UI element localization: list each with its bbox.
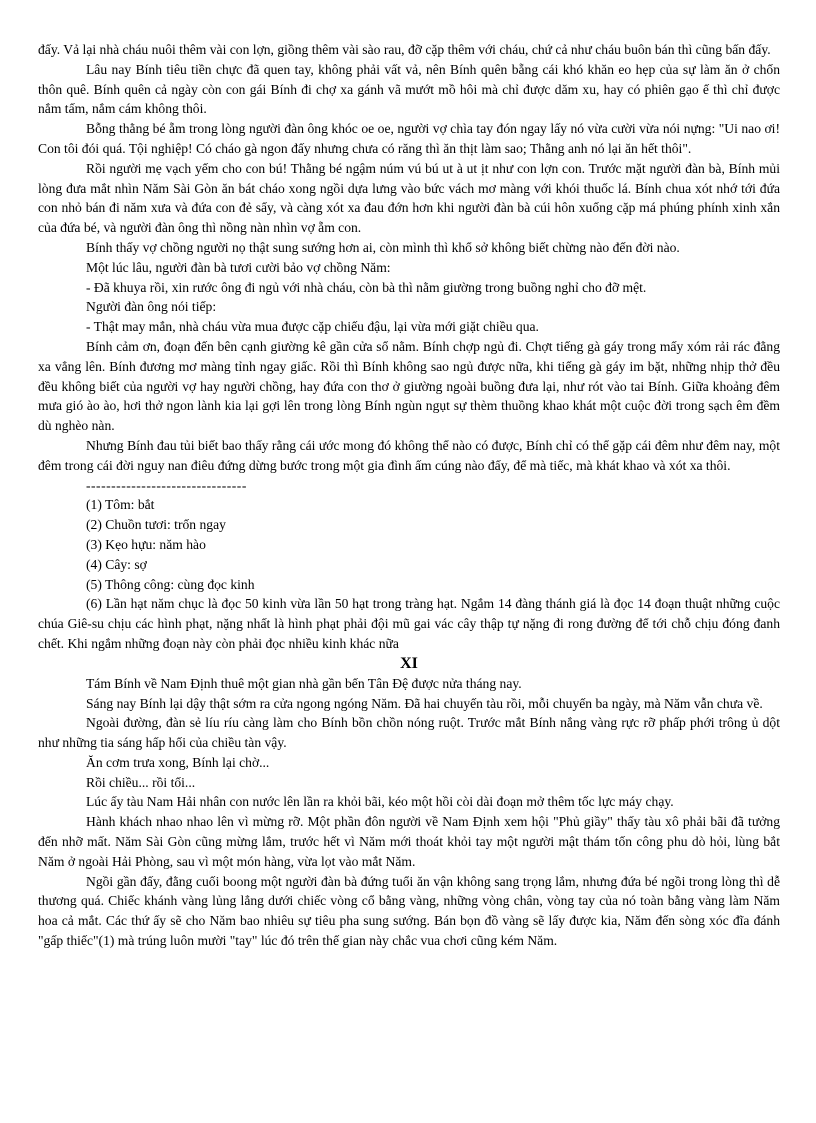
paragraph: Bính cảm ơn, đoạn đến bên cạnh giường kê gần cửa sổ nằm. Bính chợp ngủ đi. Chợt tiếng gà gáy trong mấy xóm rải rác đằng xa vẳng lên. Bính đương mơ màng tỉnh ngay giấc. Rồi thì Bính không sao ngủ được nữa, khi tiếng gà gáy im bặt, những nhịp thở đều đều không biết của người vợ hay người chồng, hay đứa con thơ ở giường ngoài buồng đưa lại, như rót vào tai Bính. Giữa khoảng đêm mưa gió ào ào, hơi thở ngon lành kia lại gợi lên trong lòng Bính ngùn ngụt sự thèm thuồng khao khát một cuộc đời trong sạch êm đềm dù nghèo nàn. xyxy=(38,338,780,434)
paragraph: Bỗng thằng bé ẵm trong lòng người đàn ông khóc oe oe, người vợ chìa tay đón ngay lấy nó vừa cười vừa nói nựng: "Ui nao ơi! Con tôi đói quá. Tội nghiệp! Có cháo gà ngon đấy nhưng chưa có răng thì ăn thịt làm sao; Thằng anh nó lại ăn hết thôi". xyxy=(38,121,780,156)
footnote: (5) Thông công: cùng đọc kinh xyxy=(86,576,255,592)
story-text-top xyxy=(38,40,780,476)
paragraph: Bính thấy vợ chồng người nọ thật sung sướng hơn ai, còn mình thì khổ sở không biết chừng nào đến đời nào. xyxy=(86,239,680,255)
paragraph: - Thật may mắn, nhà cháu vừa mua được cặp chiếu đậu, lại vừa mới giặt chiều qua. xyxy=(86,319,539,335)
paragraph: Sáng nay Bính lại dậy thật sớm ra cửa ngong ngóng Năm. Đã hai chuyến tàu rồi, mỗi chuyến ba ngày, mà Năm vẫn chưa về. xyxy=(86,695,763,711)
footnote: (6) Lần hạt năm chục là đọc 50 kinh vừa lần 50 hạt trong tràng hạt. Ngắm 14 đàng thánh giá là đọc 14 đoạn thuật những cuộc chúa Giê-su chịu các hình phạt, nặng nhất là hình phạt phải đội mũ gai vác cây thập tự nặng đi rong đường để tới chỗ chịu đóng đanh chết. Khi ngắm những đoạn này còn phải đọc nhiều kinh khác nữa xyxy=(38,596,780,651)
footnotes xyxy=(38,495,780,653)
paragraph: Ăn cơm trưa xong, Bính lại chờ... xyxy=(86,754,270,770)
paragraph: Rồi chiều... rồi tối... xyxy=(86,774,196,790)
footnote: (1) Tôm: bắt xyxy=(86,497,155,513)
story-text-bottom xyxy=(38,674,780,951)
footnote: (2) Chuồn tươi: trốn ngay xyxy=(86,517,226,533)
paragraph: Lúc ấy tàu Nam Hải nhân con nước lên lần ra khỏi bãi, kéo một hồi còi dài đoạn mở thêm tốc lực máy chạy. xyxy=(86,794,674,810)
paragraph: Tám Bính về Nam Định thuê một gian nhà gần bến Tân Đệ được nửa tháng nay. xyxy=(86,675,522,691)
paragraph: Lâu nay Bính tiêu tiền chực đã quen tay, không phải vất vả, nên Bính quên bẵng cái khó khăn eo hẹp của sự làm ăn ở chốn thôn quê. Bính quên cả ngày còn con gái Bính đi chợ xa gánh vã mướt mồ hôi mà chỉ được dăm xu, hay có phiên gạo ế thì chỉ được nắm tấm, nắm cám không thôi. xyxy=(38,61,780,117)
paragraph: đấy. Vả lại nhà cháu nuôi thêm vài con lợn, giồng thêm vài sào rau, đỡ cặp thêm với cháu, chứ cả như cháu buôn bán thì cũng bấn đấy. xyxy=(38,42,771,57)
paragraph: Người đàn ông nói tiếp: xyxy=(86,299,217,315)
paragraph: Hành khách nhao nhao lên vì mừng rỡ. Một phần đôn người về Nam Định xem hội "Phủ giầy" thấy tàu xô phải bãi đã tưởng đến nhỡ mất. Năm Sài Gòn cũng mừng lắm, trước hết vì Năm mới thoát khỏi tay một người mật thám tốn công phu dò hỏi, lùng bắt Năm ở ngoài Hải Phòng, sau vì một món hàng, vừa lọt vào mắt Năm. xyxy=(38,814,780,869)
footnote: (4) Cây: sợ xyxy=(86,556,147,572)
document-page xyxy=(38,40,780,951)
paragraph: Một lúc lâu, người đàn bà tươi cười bảo vợ chồng Năm: xyxy=(86,259,391,275)
paragraph: Ngoài đường, đàn sẻ líu ríu càng làm cho Bính bồn chồn nóng ruột. Trước mắt Bính nắng vàng rực rỡ phấp phới trông ủ dột như những tia sáng hấp hối của chiều tàn vậy. xyxy=(38,715,780,751)
paragraph: - Đã khuya rồi, xin rước ông đi ngủ với nhà cháu, còn bà thì nằm giường trong buồng nghỉ cho đỡ mệt. xyxy=(86,279,647,295)
chapter-title: XI xyxy=(400,654,418,672)
paragraph: Nhưng Bính đau tủi biết bao thấy rằng cái ước mong đó không thể nào có được, Bính chỉ có thể gặp cái đêm như đêm nay, một đêm trong cái đời nguy nan điêu đứng dừng bước trong một gia đình ấm cúng nào đấy, để mà tiếc, mà khát khao và xót xa thôi. xyxy=(38,437,780,473)
footnote: (3) Kẹo hựu: năm hào xyxy=(86,536,206,552)
paragraph: Rồi người mẹ vạch yếm cho con bú! Thằng bé ngậm núm vú bú ut à ut ịt như con lợn con. Trước mặt người đàn bà, Bính mủi lòng đưa mắt nhìn Năm Sài Gòn ăn bát cháo xong ngồi dựa lưng vào bức vách mơ màng với khói thuốc lá. Bính chua xót nhớ tới đứa con nhỏ bán đi năm xưa và đứa con đẻ sẩy, và càng xót xa đau đớn hơn khi người đàn bà cúi hôn xuống cặp má phúng phính xinh xắn của đứa bé, và người đàn ông thì nồng nàn nhìn vợ ẵm con. xyxy=(38,160,780,236)
footnote-separator: -------------------------------- xyxy=(86,477,247,493)
paragraph: Ngồi gần đấy, đằng cuối boong một người đàn bà đứng tuổi ăn vận không sang trọng lắm, nhưng đứa bé ngồi trong lòng thì dễ thương quá. Chiếc khánh vàng lủng lẳng dưới chiếc vòng cổ bằng vàng, những vòng chân, vòng tay của nó toàn bằng vàng làm Năm hoa cả mắt. Các thứ ấy sẽ cho Năm bao nhiêu sự tiêu pha sung sướng. Bán bọn đồ vàng sẽ lấy được kia, Năm đến sòng xóc đĩa đánh "gấp thiếc"(1) mà trúng luôn mười "tay" lúc đó trên thế gian này chắc vua chơi cũng kém Năm. xyxy=(38,873,780,949)
